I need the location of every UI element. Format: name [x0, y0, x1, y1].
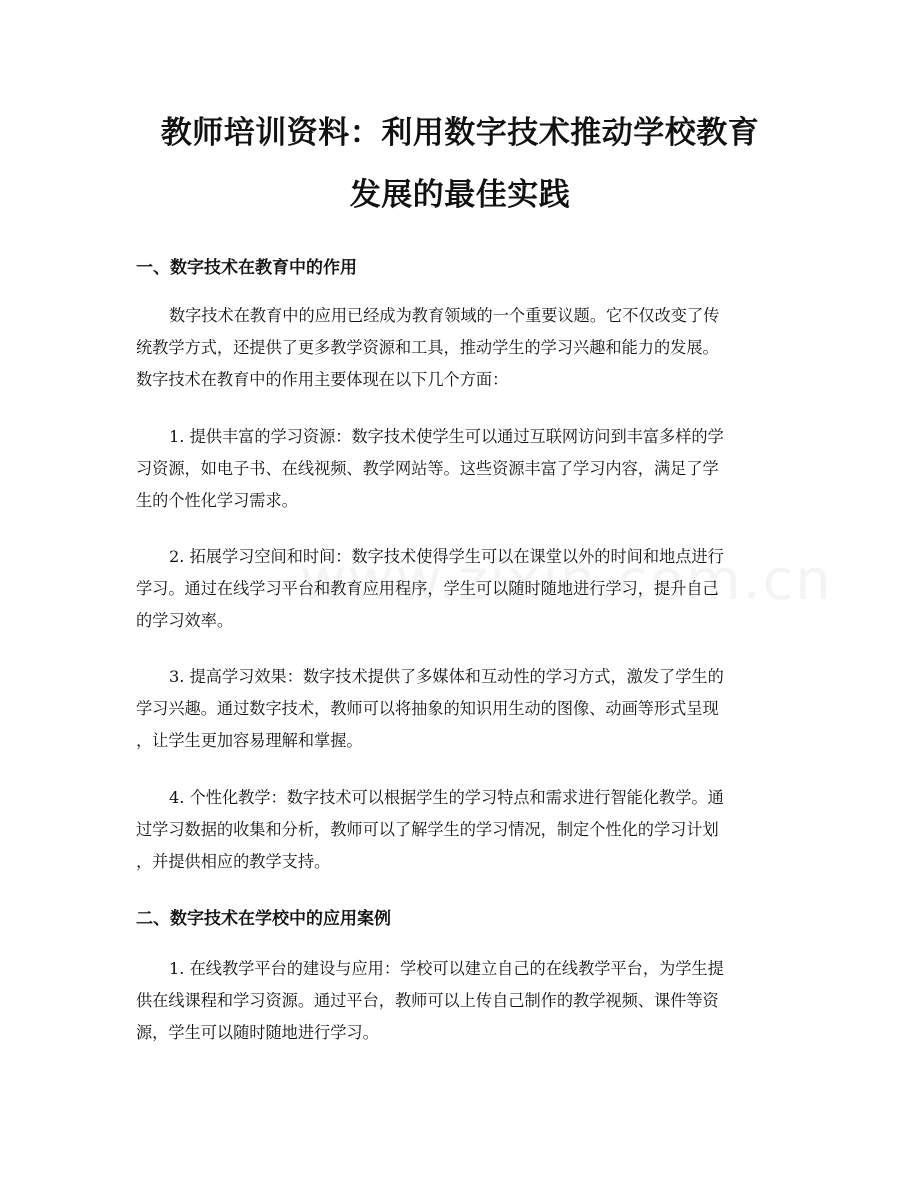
list-item-5 [136, 953, 786, 1049]
text-line: 2. 拓展学习空间和时间：数字技术使得学生可以在课堂以外的时间和地点进行 [169, 547, 724, 566]
list-item-4 [136, 782, 786, 878]
text-line: 供在线课程和学习资源。通过平台，教师可以上传自己制作的教学视频、课件等资 [136, 991, 719, 1010]
text-line: 源，学生可以随时随地进行学习。 [136, 1023, 379, 1042]
section-heading-1: 一、数字技术在教育中的作用 [136, 258, 357, 278]
text-line: 数字技术在教育中的应用已经成为教育领域的一个重要议题。它不仅改变了传 [169, 306, 720, 325]
text-line: 统教学方式，还提供了更多教学资源和工具，推动学生的学习兴趣和能力的发展。 [136, 338, 719, 357]
text-line: 3. 提高学习效果：数字技术提供了多媒体和互动性的学习方式，激发了学生的 [169, 667, 724, 686]
text-line: 1. 在线教学平台的建设与应用：学校可以建立自己的在线教学平台，为学生提 [169, 959, 724, 978]
text-line: 生的个性化学习需求。 [136, 491, 298, 510]
list-item-2 [136, 541, 786, 637]
text-line: 过学习数据的收集和分析，教师可以了解学生的学习情况，制定个性化的学习计划 [136, 820, 719, 839]
text-line: 学习兴趣。通过数字技术，教师可以将抽象的知识用生动的图像、动画等形式呈现 [136, 699, 719, 718]
list-item-3 [136, 661, 786, 757]
text-line: 的学习效率。 [136, 611, 234, 630]
document-title-line-1: 教师培训资料：利用数字技术推动学校教育 [160, 115, 760, 151]
text-line: 1. 提供丰富的学习资源：数字技术使学生可以通过互联网访问到丰富多样的学 [169, 427, 724, 446]
paragraph-intro [136, 300, 786, 396]
text-line: 4. 个性化教学：数字技术可以根据学生的学习特点和需求进行智能化教学。通 [169, 788, 724, 807]
text-line: ，并提供相应的教学支持。 [136, 852, 331, 871]
text-line: 习资源，如电子书、在线视频、教学网站等。这些资源丰富了学习内容，满足了学 [136, 459, 719, 478]
document-title-line-2: 发展的最佳实践 [349, 177, 571, 213]
text-line: ，让学生更加容易理解和掌握。 [136, 731, 363, 750]
text-line: 数字技术在教育中的作用主要体现在以下几个方面： [136, 370, 509, 389]
list-item-1 [136, 421, 786, 517]
section-heading-2: 二、数字技术在学校中的应用案例 [136, 909, 391, 929]
text-line: 学习。通过在线学习平台和教育应用程序，学生可以随时随地进行学习，提升自己 [136, 579, 719, 598]
